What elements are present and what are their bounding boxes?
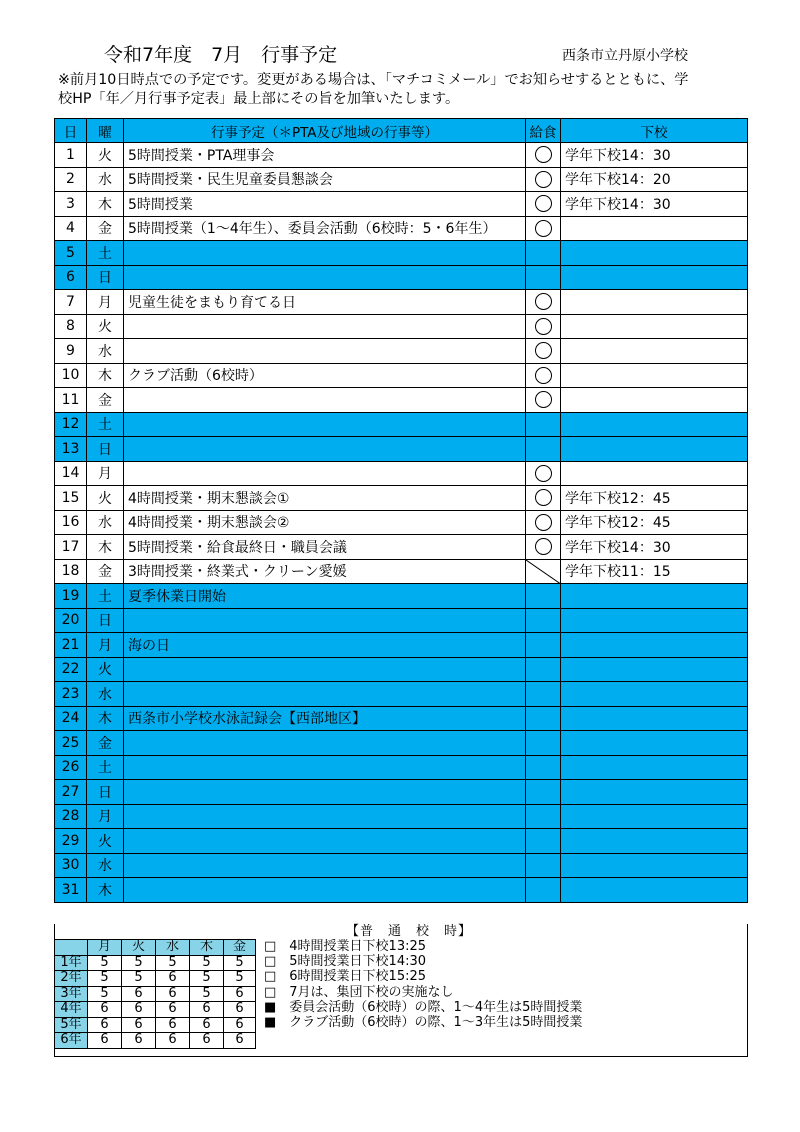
row-event: 3時間授業・終業式・クリーン愛媛 [124, 559, 526, 584]
table-row [55, 510, 748, 535]
row-dow: 土 [87, 755, 124, 780]
period-count: 6 [190, 1002, 224, 1018]
row-gekou [561, 853, 748, 878]
period-count: 6 [156, 986, 190, 1002]
row-kyushoku [526, 192, 561, 217]
row-event [124, 608, 526, 633]
row-event [124, 412, 526, 437]
row-dow: 火 [87, 314, 124, 339]
period-count: 5 [122, 971, 156, 987]
row-gekou [561, 731, 748, 756]
table-row [55, 290, 748, 315]
row-dow: 木 [87, 192, 124, 217]
row-gekou: 学年下校14：20 [561, 167, 748, 192]
school-name: 西条市立丹原小学校 [562, 48, 688, 64]
row-day: 17 [55, 535, 87, 560]
row-gekou [561, 706, 748, 731]
row-day: 2 [55, 167, 87, 192]
row-gekou [561, 608, 748, 633]
row-gekou: 学年下校12：45 [561, 486, 748, 511]
row-day: 4 [55, 216, 87, 241]
row-event [124, 755, 526, 780]
table-row [55, 657, 748, 682]
row-dow: 木 [87, 363, 124, 388]
row-day: 18 [55, 559, 87, 584]
period-row [55, 955, 256, 971]
circle-icon [535, 171, 552, 188]
row-gekou: 学年下校14：30 [561, 535, 748, 560]
period-day-header: 水 [156, 940, 190, 956]
notice-text [58, 71, 748, 109]
row-event: 5時間授業・給食最終日・職員会議 [124, 535, 526, 560]
row-event [124, 241, 526, 266]
row-day: 15 [55, 486, 87, 511]
row-gekou [561, 241, 748, 266]
row-kyushoku [526, 167, 561, 192]
notice-line-2: 校HP「年／月行事予定表」最上部にその旨を加筆いたします。 [58, 91, 460, 107]
period-count: 6 [190, 1017, 224, 1033]
row-day: 1 [55, 143, 87, 168]
row-event: 夏季休業日開始 [124, 584, 526, 609]
period-count: 5 [88, 955, 122, 971]
period-grade: 5年 [55, 1017, 88, 1033]
row-kyushoku [526, 829, 561, 854]
period-count: 6 [224, 1017, 256, 1033]
normal-schedule-title: 【普 通 校 時】 [346, 924, 473, 939]
row-gekou [561, 216, 748, 241]
period-row [55, 1002, 256, 1018]
header-kyushoku: 給食 [526, 119, 561, 143]
row-dow: 木 [87, 878, 124, 903]
circle-icon [535, 342, 552, 359]
row-dow: 水 [87, 682, 124, 707]
period-count: 5 [88, 971, 122, 987]
table-row [55, 339, 748, 364]
row-dow: 火 [87, 657, 124, 682]
row-kyushoku [526, 878, 561, 903]
period-header-row [55, 940, 256, 956]
row-gekou [561, 755, 748, 780]
row-event: 児童生徒をまもり育てる日 [124, 290, 526, 315]
row-gekou: 学年下校14：30 [561, 143, 748, 168]
period-count: 6 [88, 1002, 122, 1018]
period-grade: 2年 [55, 971, 88, 987]
table-row [55, 853, 748, 878]
row-kyushoku [526, 584, 561, 609]
row-kyushoku [526, 780, 561, 805]
row-day: 26 [55, 755, 87, 780]
row-gekou [561, 780, 748, 805]
circle-icon [535, 367, 552, 384]
row-dow: 月 [87, 290, 124, 315]
period-count: 6 [224, 1002, 256, 1018]
row-event: 5時間授業・民生児童委員懇談会 [124, 167, 526, 192]
table-row [55, 412, 748, 437]
table-row [55, 437, 748, 462]
table-row [55, 829, 748, 854]
period-count: 5 [224, 955, 256, 971]
period-row [55, 1033, 256, 1049]
row-dow: 月 [87, 461, 124, 486]
row-gekou [561, 290, 748, 315]
note-item: □ 6時間授業日下校15:25 [264, 969, 427, 985]
period-corner [55, 940, 88, 956]
row-event [124, 731, 526, 756]
row-day: 6 [55, 265, 87, 290]
table-row [55, 731, 748, 756]
row-dow: 土 [87, 412, 124, 437]
row-event: 4時間授業・期末懇談会① [124, 486, 526, 511]
row-kyushoku [526, 412, 561, 437]
row-event: 5時間授業（1～4年生）、委員会活動（6校時：5・6年生） [124, 216, 526, 241]
period-count: 6 [122, 986, 156, 1002]
table-row [55, 216, 748, 241]
row-kyushoku [526, 437, 561, 462]
row-kyushoku [526, 535, 561, 560]
row-event: 4時間授業・期末懇談会② [124, 510, 526, 535]
header-dow: 曜 [87, 119, 124, 143]
table-row [55, 878, 748, 903]
page-title: 令和7年度 7月 行事予定 [104, 44, 338, 66]
row-day: 8 [55, 314, 87, 339]
row-day: 5 [55, 241, 87, 266]
header-gekou: 下校 [561, 119, 748, 143]
period-day-header: 月 [88, 940, 122, 956]
row-gekou [561, 878, 748, 903]
period-row [55, 1017, 256, 1033]
table-row [55, 167, 748, 192]
row-dow: 水 [87, 510, 124, 535]
note-item: □ 5時間授業日下校14:30 [264, 954, 427, 970]
row-day: 31 [55, 878, 87, 903]
period-count: 5 [122, 955, 156, 971]
row-dow: 木 [87, 706, 124, 731]
row-day: 30 [55, 853, 87, 878]
table-row [55, 265, 748, 290]
row-kyushoku [526, 388, 561, 413]
row-gekou [561, 829, 748, 854]
notes-list [264, 939, 582, 1030]
row-dow: 水 [87, 853, 124, 878]
row-dow: 日 [87, 437, 124, 462]
row-dow: 月 [87, 633, 124, 658]
row-event [124, 314, 526, 339]
row-kyushoku [526, 657, 561, 682]
period-count: 6 [156, 1002, 190, 1018]
row-gekou [561, 412, 748, 437]
row-kyushoku [526, 486, 561, 511]
row-event [124, 461, 526, 486]
row-kyushoku [526, 461, 561, 486]
period-count: 6 [88, 1017, 122, 1033]
circle-icon [535, 538, 552, 555]
period-count: 5 [190, 971, 224, 987]
period-count: 6 [156, 1017, 190, 1033]
table-row [55, 314, 748, 339]
period-count: 6 [224, 1033, 256, 1049]
circle-icon [535, 146, 552, 163]
row-dow: 土 [87, 584, 124, 609]
period-count: 6 [88, 1033, 122, 1049]
period-count: 5 [190, 955, 224, 971]
row-gekou [561, 437, 748, 462]
row-day: 9 [55, 339, 87, 364]
circle-icon [535, 293, 552, 310]
row-kyushoku [526, 510, 561, 535]
row-day: 27 [55, 780, 87, 805]
row-event: 海の日 [124, 633, 526, 658]
row-kyushoku [526, 608, 561, 633]
period-count: 6 [224, 986, 256, 1002]
row-dow: 水 [87, 167, 124, 192]
table-row [55, 608, 748, 633]
row-day: 3 [55, 192, 87, 217]
row-gekou [561, 363, 748, 388]
table-row [55, 461, 748, 486]
row-gekou: 学年下校14：30 [561, 192, 748, 217]
row-event [124, 853, 526, 878]
circle-icon [535, 318, 552, 335]
row-gekou [561, 682, 748, 707]
row-event [124, 437, 526, 462]
row-kyushoku [526, 241, 561, 266]
row-event [124, 878, 526, 903]
period-row [55, 986, 256, 1002]
row-event [124, 829, 526, 854]
row-kyushoku [526, 755, 561, 780]
note-item: □ 7月は、集団下校の実施なし [264, 984, 454, 1000]
row-day: 11 [55, 388, 87, 413]
row-dow: 火 [87, 486, 124, 511]
row-kyushoku [526, 339, 561, 364]
row-kyushoku [526, 706, 561, 731]
row-kyushoku [526, 559, 561, 584]
table-row [55, 192, 748, 217]
row-dow: 金 [87, 731, 124, 756]
period-count: 5 [190, 986, 224, 1002]
row-kyushoku [526, 682, 561, 707]
period-day-header: 木 [190, 940, 224, 956]
table-row [55, 241, 748, 266]
schedule-table [54, 118, 748, 903]
period-table [54, 939, 256, 1049]
table-row [55, 388, 748, 413]
row-day: 16 [55, 510, 87, 535]
row-gekou [561, 339, 748, 364]
row-dow: 火 [87, 829, 124, 854]
row-gekou [561, 461, 748, 486]
row-gekou: 学年下校12：45 [561, 510, 748, 535]
period-day-header: 金 [224, 940, 256, 956]
row-day: 24 [55, 706, 87, 731]
row-day: 23 [55, 682, 87, 707]
table-row [55, 780, 748, 805]
table-row [55, 755, 748, 780]
period-count: 6 [122, 1002, 156, 1018]
table-row [55, 682, 748, 707]
table-row [55, 706, 748, 731]
row-gekou [561, 388, 748, 413]
row-dow: 土 [87, 241, 124, 266]
row-gekou [561, 314, 748, 339]
period-count: 6 [122, 1033, 156, 1049]
circle-icon [535, 220, 552, 237]
period-count: 6 [156, 1033, 190, 1049]
row-day: 12 [55, 412, 87, 437]
row-day: 21 [55, 633, 87, 658]
row-kyushoku [526, 363, 561, 388]
row-event: 5時間授業 [124, 192, 526, 217]
note-item: ■ 委員会活動（6校時）の際、1～4年生は5時間授業 [264, 999, 583, 1015]
row-day: 25 [55, 731, 87, 756]
table-row [55, 633, 748, 658]
row-dow: 金 [87, 559, 124, 584]
period-count: 6 [122, 1017, 156, 1033]
row-dow: 日 [87, 265, 124, 290]
period-count: 5 [88, 986, 122, 1002]
table-row [55, 535, 748, 560]
row-event: 西条市小学校水泳記録会【西部地区】 [124, 706, 526, 731]
row-event [124, 780, 526, 805]
period-grade: 4年 [55, 1002, 88, 1018]
circle-icon [535, 514, 552, 531]
row-kyushoku [526, 633, 561, 658]
row-kyushoku [526, 265, 561, 290]
row-event [124, 388, 526, 413]
row-dow: 水 [87, 339, 124, 364]
row-event [124, 804, 526, 829]
row-kyushoku [526, 290, 561, 315]
row-dow: 日 [87, 608, 124, 633]
table-row [55, 804, 748, 829]
period-grade: 6年 [55, 1033, 88, 1049]
circle-icon [535, 465, 552, 482]
row-event [124, 339, 526, 364]
table-row [55, 486, 748, 511]
circle-icon [535, 195, 552, 212]
row-event: 5時間授業・PTA理事会 [124, 143, 526, 168]
row-gekou [561, 633, 748, 658]
row-day: 14 [55, 461, 87, 486]
row-kyushoku [526, 216, 561, 241]
row-dow: 木 [87, 535, 124, 560]
row-day: 28 [55, 804, 87, 829]
notice-line-1: ※前月10日時点での予定です。変更がある場合は、「マチコミメール」でお知らせするとともに、学 [58, 72, 689, 88]
period-count: 6 [190, 1033, 224, 1049]
row-dow: 火 [87, 143, 124, 168]
row-event [124, 657, 526, 682]
row-dow: 金 [87, 388, 124, 413]
row-dow: 日 [87, 780, 124, 805]
table-row [55, 143, 748, 168]
row-gekou [561, 657, 748, 682]
row-gekou [561, 265, 748, 290]
schedule-header-row [55, 119, 748, 143]
row-gekou: 学年下校11：15 [561, 559, 748, 584]
note-item: □ 4時間授業日下校13:25 [264, 939, 427, 954]
row-kyushoku [526, 314, 561, 339]
row-day: 29 [55, 829, 87, 854]
row-gekou [561, 584, 748, 609]
period-count: 5 [156, 955, 190, 971]
circle-icon [535, 489, 552, 506]
row-day: 13 [55, 437, 87, 462]
row-kyushoku [526, 731, 561, 756]
table-row [55, 559, 748, 584]
period-grade: 1年 [55, 955, 88, 971]
row-day: 19 [55, 584, 87, 609]
table-row [55, 584, 748, 609]
row-day: 22 [55, 657, 87, 682]
header-day: 日 [55, 119, 87, 143]
period-row [55, 971, 256, 987]
period-grade: 3年 [55, 986, 88, 1002]
row-kyushoku [526, 853, 561, 878]
row-kyushoku [526, 143, 561, 168]
row-kyushoku [526, 804, 561, 829]
circle-icon [535, 391, 552, 408]
no-lunch-slash-icon [526, 560, 560, 584]
row-event: クラブ活動（6校時） [124, 363, 526, 388]
row-day: 7 [55, 290, 87, 315]
note-item: ■ クラブ活動（6校時）の際、1～3年生は5時間授業 [264, 1015, 583, 1031]
row-dow: 月 [87, 804, 124, 829]
period-count: 6 [156, 971, 190, 987]
row-day: 10 [55, 363, 87, 388]
row-event [124, 682, 526, 707]
table-row [55, 363, 748, 388]
row-dow: 金 [87, 216, 124, 241]
period-count: 5 [224, 971, 256, 987]
header-events: 行事予定（＊PTA及び地域の行事等） [124, 119, 526, 143]
period-day-header: 火 [122, 940, 156, 956]
row-event [124, 265, 526, 290]
row-day: 20 [55, 608, 87, 633]
row-gekou [561, 804, 748, 829]
